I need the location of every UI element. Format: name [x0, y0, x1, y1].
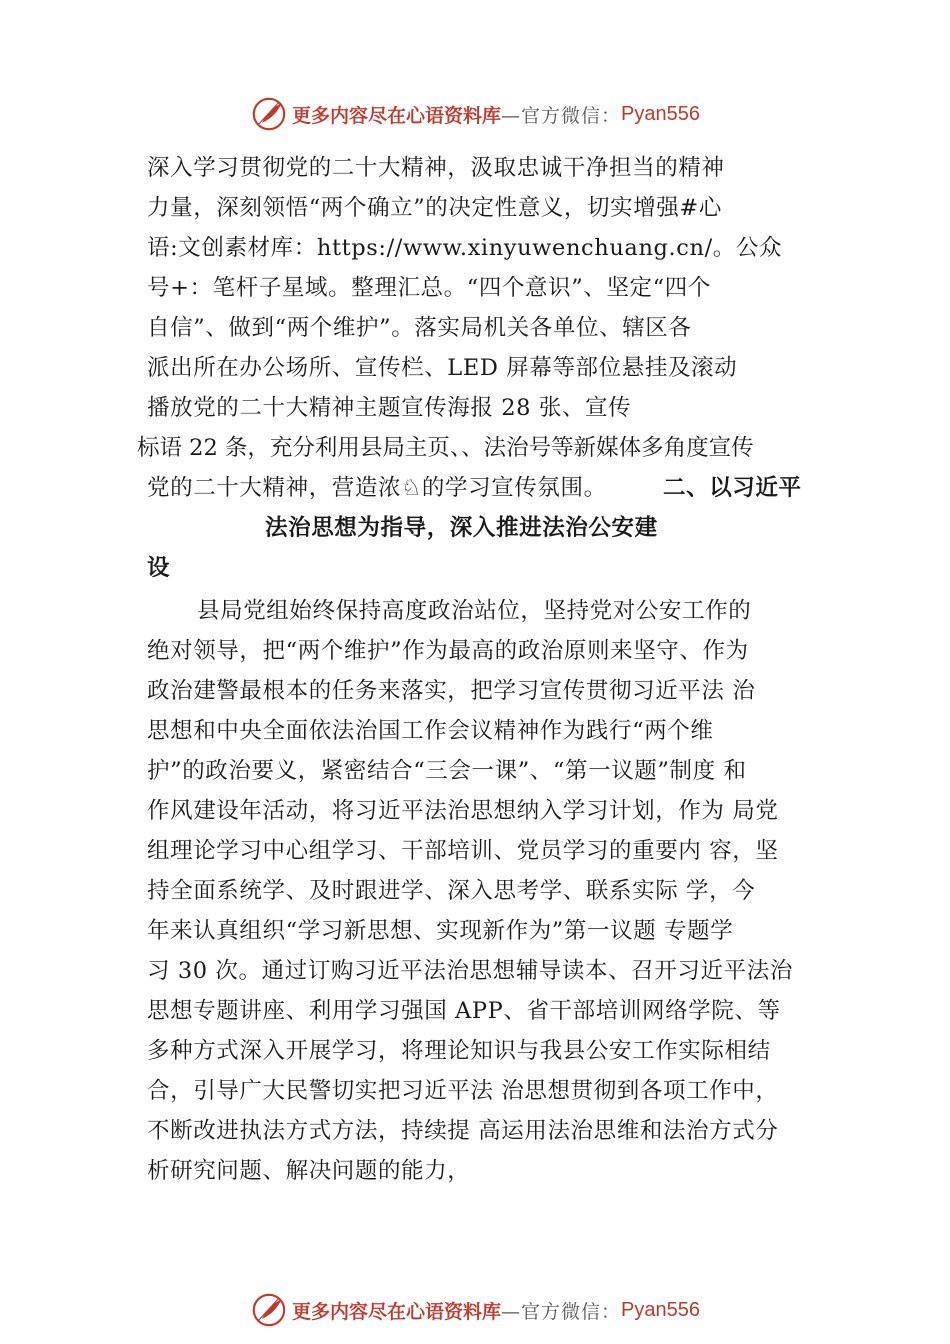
text-line: 播放党的二十大精神主题宣传海报 28 张、宣传 — [147, 395, 632, 421]
text-line: 持全面系统学、及时跟进学、深入思考学、联系实际 学，今 — [147, 878, 756, 904]
text-line: 护”的政治要义，紧密结合“三会一课”、“第一议题”制度 和 — [147, 758, 747, 784]
text-line: 号+：笔杆子星域。整理汇总。“四个意识”、坚定“四个 — [147, 275, 711, 301]
text-line: 深入学习贯彻党的二十大精神，汲取忠诚干净担当的精神 — [147, 155, 725, 181]
text-line: 合，引导广大民警切实把习近平法 治思想贯彻到各项工作中， — [147, 1078, 779, 1104]
text-line: 标语 22 条，充分利用县局主页、、法治号等新媒体多角度宣传 — [137, 435, 754, 461]
quill-logo-icon — [250, 95, 288, 133]
text-line: 政治建警最根本的任务来落实，把学习宣传贯彻习近平法 治 — [147, 678, 756, 704]
banner-wechat-id: Pyan556 — [621, 1298, 700, 1321]
text-line: 党的二十大精神，营造浓♘的学习宣传氛围。 — [147, 475, 607, 501]
text-line: 语:文创素材库：https://www.xinyuwenchuang.cn/。公众 — [147, 235, 783, 261]
text-line: 绝对领导，把“两个维护”作为最高的政治原则来坚守、作为 — [147, 638, 749, 664]
text-line: 派出所在办公场所、宣传栏、LED 屏幕等部位悬挂及滚动 — [147, 355, 738, 381]
banner-wechat-label: —官方微信： — [501, 104, 622, 127]
text-line: 自信”、做到“两个维护”。落实局机关各单位、辖区各 — [147, 315, 692, 341]
text-line: 析研究问题、解决问题的能力， — [147, 1158, 471, 1184]
section-heading-part3: 设 — [147, 555, 171, 581]
footer-banner — [0, 1288, 950, 1332]
quill-logo-icon — [250, 1291, 288, 1329]
banner-wechat-id: Pyan556 — [621, 102, 700, 125]
banner-wechat-label: —官方微信： — [501, 1300, 622, 1323]
text-line: 县局党组始终保持高度政治站位，坚持党对公安工作的 — [197, 598, 752, 624]
text-line: 思想和中央全面依法治国工作会议精神作为践行“两个维 — [147, 718, 714, 744]
section-heading-part1: 二、以习近平 — [663, 475, 802, 501]
header-banner — [0, 92, 950, 136]
text-line: 不断改进执法方式方法，持续提 高运用法治思维和法治方式分 — [147, 1118, 779, 1144]
text-line: 习 30 次。通过订购习近平法治思想辅导读本、召开习近平法治 — [147, 958, 793, 984]
text-line: 力量，深刻领悟“两个确立”的决定性意义，切实增强#心 — [147, 195, 722, 221]
text-line: 多种方式深入开展学习，将理论知识与我县公安工作实际相结 — [147, 1038, 771, 1064]
banner-site-name: 更多内容尽在心语资料库 — [292, 1300, 502, 1323]
text-line: 思想专题讲座、利用学习强国 APP、省干部培训网络学院、等 — [147, 998, 781, 1024]
banner-site-name: 更多内容尽在心语资料库 — [292, 104, 502, 127]
section-heading-part2: 法治思想为指导，深入推进法治公安建 — [265, 515, 658, 541]
text-line: 年来认真组织“学习新思想、实现新作为”第一议题 专题学 — [147, 918, 734, 944]
text-line: 组理论学习中心组学习、干部培训、党员学习的重要内 容，坚 — [147, 838, 779, 864]
text-line: 作风建设年活动，将习近平法治思想纳入学习计划，作为 局党 — [147, 798, 779, 824]
